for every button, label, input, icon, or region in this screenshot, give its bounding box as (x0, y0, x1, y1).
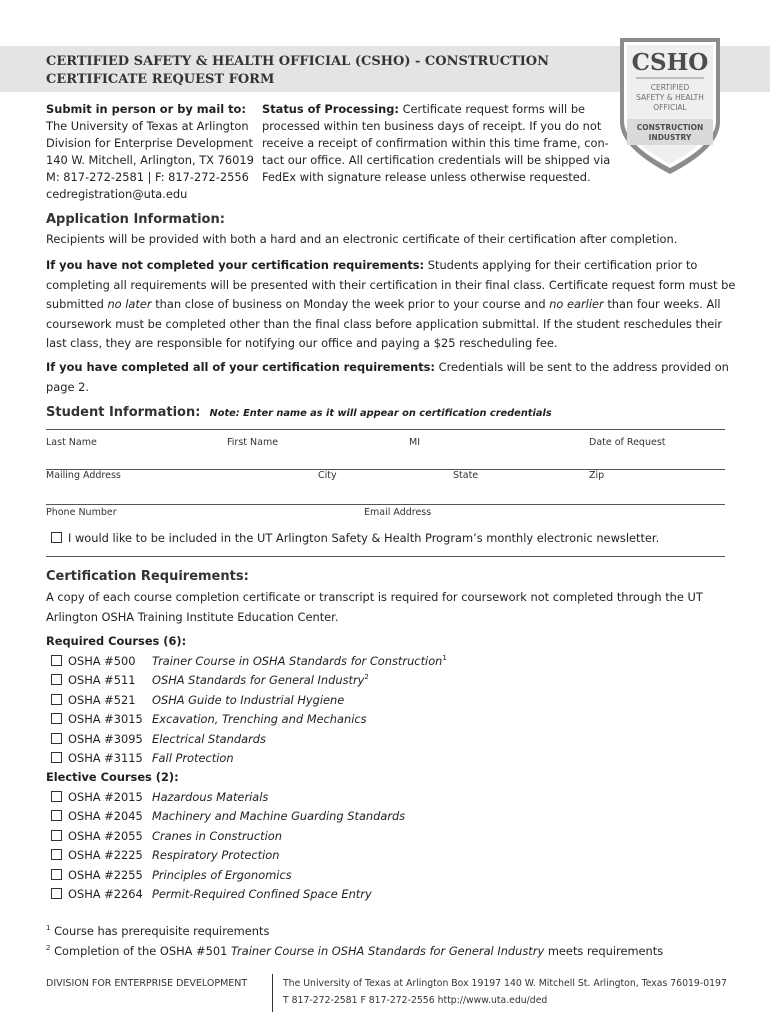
certification-heading: Certification Requirements: (46, 569, 249, 584)
course-checkbox[interactable] (51, 713, 62, 724)
required-course-item[interactable]: OSHA #3095 Electrical Standards (51, 732, 551, 751)
status-heading: Status of Processing: (262, 102, 399, 116)
svg-text:CONSTRUCTION: CONSTRUCTION (636, 123, 704, 132)
course-checkbox[interactable] (51, 655, 62, 666)
elective-course-item[interactable]: OSHA #2225 Respiratory Protection (51, 848, 551, 867)
badge-logo-text: CSHO (631, 49, 709, 76)
newsletter-label: I would like to be included in the UT Arlington Safety & Health Program’s monthly electronic newsletter. (68, 531, 660, 545)
course-checkbox[interactable] (51, 733, 62, 744)
required-course-item[interactable]: OSHA #500 Trainer Course in OSHA Standards for Construction$^1$ (51, 654, 551, 673)
course-checkbox[interactable] (51, 810, 62, 821)
status-block (262, 101, 611, 186)
submit-line: M: 817-272-2581 | F: 817-272-2556 (46, 170, 249, 184)
csho-badge-logo (616, 36, 724, 176)
mailing-address-field[interactable]: Mailing Address (46, 470, 121, 481)
divider (46, 469, 725, 470)
state-field[interactable]: State (453, 470, 479, 481)
status-line: processed within ten business days of receipt. If you do not (262, 119, 602, 133)
student-note: Note: Enter name as it will appear on certification credentials (209, 408, 552, 419)
title-line-1: CERTIFIED SAFETY & HEALTH OFFICIAL (CSHO) - CONSTRUCTION (46, 54, 550, 69)
elective-course-item[interactable]: OSHA #2045 Machinery and Machine Guarding Standards (51, 809, 551, 828)
elective-courses-heading: Elective Courses (2): (46, 770, 179, 784)
course-checkbox[interactable] (51, 849, 62, 860)
title-line-2: CERTIFICATE REQUEST FORM (46, 72, 275, 87)
newsletter-option[interactable] (51, 531, 659, 545)
status-line: FedEx with signature release unless otherwise requested. (262, 170, 591, 184)
application-not-completed: If you have not completed your certification requirements: Students applying for their certification prior to completing all requirements will be presented with their certification in their final class. Certificate request form must be submitted no later than close of business on Monday the week prior to your course and no earlier than four weeks. All coursework must be completed other than the final class before application submittal. If the student reschedules their last class, they are responsible for notifying our office and paying a $25 rescheduling fee. (46, 258, 736, 350)
footnote-2: $^2$ Completion of the OSHA #501 Trainer Course in OSHA Standards for General Industry meets requirements (46, 944, 664, 958)
submit-email-link[interactable]: cedregistration@uta.edu (46, 187, 188, 201)
footer-division: DIVISION FOR ENTERPRISE DEVELOPMENT (46, 978, 248, 989)
email-address-field[interactable]: Email Address (364, 507, 432, 518)
elective-course-item[interactable]: OSHA #2264 Permit-Required Confined Space Entry (51, 887, 551, 906)
submit-line: The University of Texas at Arlington (46, 119, 249, 133)
newsletter-checkbox[interactable] (51, 532, 62, 543)
divider (46, 556, 725, 557)
course-checkbox[interactable] (51, 888, 62, 899)
svg-text:SAFETY & HEALTH: SAFETY & HEALTH (636, 93, 704, 102)
phone-number-field[interactable]: Phone Number (46, 507, 117, 518)
application-heading: Application Information: (46, 212, 225, 227)
mi-field[interactable]: MI (409, 437, 420, 448)
course-checkbox[interactable] (51, 752, 62, 763)
submit-line: 140 W. Mitchell, Arlington, TX 76019 (46, 153, 254, 167)
elective-course-item[interactable]: OSHA #2055 Cranes in Construction (51, 829, 551, 848)
course-checkbox[interactable] (51, 830, 62, 841)
status-line: Certificate request forms will be (402, 102, 586, 116)
svg-text:CERTIFIED: CERTIFIED (650, 83, 690, 92)
application-intro: Recipients will be provided with both a hard and an electronic certificate of their certification after completion. (46, 232, 678, 246)
footer-address: The University of Texas at Arlington Box 19197 140 W. Mitchell St. Arlington, Texas 76019-0197 (283, 978, 727, 989)
submit-block (46, 101, 261, 203)
first-name-field[interactable]: First Name (227, 437, 279, 448)
elective-course-item[interactable]: OSHA #2015 Hazardous Materials (51, 790, 551, 809)
footer-divider (272, 974, 273, 1012)
date-of-request-field[interactable]: Date of Request (589, 437, 666, 448)
status-line: receive a receipt of confirmation within this time frame, con- (262, 136, 609, 150)
elective-course-item[interactable]: OSHA #2255 Principles of Ergonomics (51, 868, 551, 887)
submit-heading: Submit in person or by mail to: (46, 102, 246, 116)
status-line: tact our office. All certification credentials will be shipped via (262, 153, 611, 167)
certification-text: A copy of each course completion certificate or transcript is required for coursework not completed through the UT Arlington OSHA Training Institute Education Center. (46, 590, 703, 624)
city-field[interactable]: City (318, 470, 337, 481)
divider (46, 504, 725, 505)
required-course-item[interactable]: OSHA #3015 Excavation, Trenching and Mechanics (51, 712, 551, 731)
required-course-item[interactable]: OSHA #511 OSHA Standards for General Industry$^2$ (51, 673, 551, 692)
svg-text:OFFICIAL: OFFICIAL (653, 103, 687, 112)
svg-text:INDUSTRY: INDUSTRY (648, 133, 692, 142)
course-checkbox[interactable] (51, 694, 62, 705)
page-title (46, 53, 606, 89)
submit-line: Division for Enterprise Development (46, 136, 253, 150)
course-checkbox[interactable] (51, 791, 62, 802)
student-heading-row (46, 401, 552, 420)
application-completed: If you have completed all of your certification requirements: Credentials will be sent to the address provided on page 2. (46, 360, 729, 394)
student-heading: Student Information: (46, 405, 201, 420)
required-course-item[interactable]: OSHA #3115 Fall Protection (51, 751, 551, 770)
required-course-item[interactable]: OSHA #521 OSHA Guide to Industrial Hygiene (51, 693, 551, 712)
last-name-field[interactable]: Last Name (46, 437, 97, 448)
divider (46, 429, 725, 430)
course-checkbox[interactable] (51, 869, 62, 880)
footnote-1: $^1$ Course has prerequisite requirements (46, 924, 270, 938)
footer-contact: T 817-272-2581 F 817-272-2556 http://www.uta.edu/ded (283, 995, 548, 1006)
course-checkbox[interactable] (51, 674, 62, 685)
zip-field[interactable]: Zip (589, 470, 605, 481)
required-courses-heading: Required Courses (6): (46, 634, 187, 648)
